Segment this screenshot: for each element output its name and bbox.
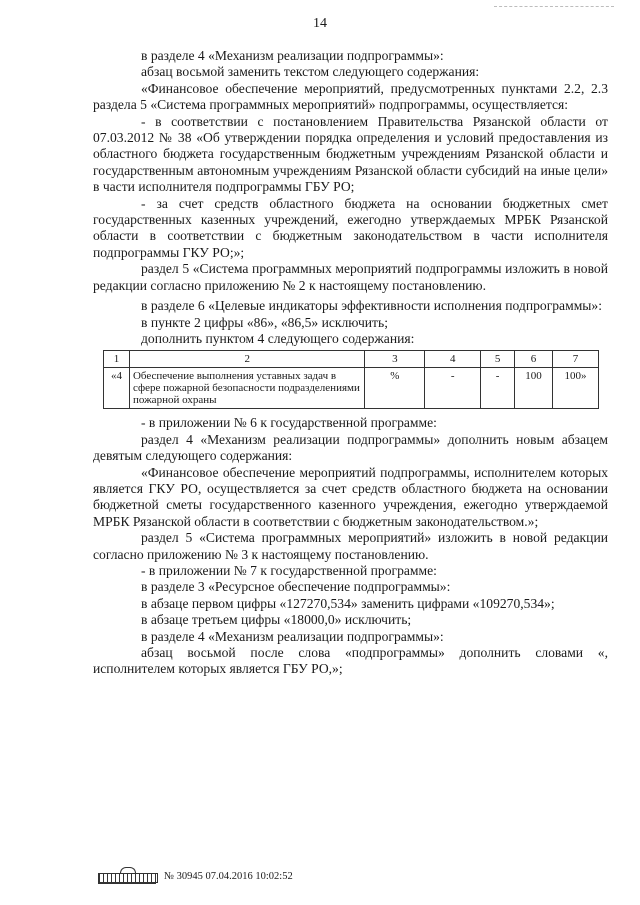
top-scan-marks bbox=[494, 6, 614, 11]
paragraph: в разделе 3 «Ресурсное обеспечение подпрограммы»: bbox=[141, 579, 451, 595]
paragraph: в разделе 4 «Механизм реализации подпрограммы»: bbox=[141, 628, 444, 644]
registration-stamp bbox=[98, 866, 518, 886]
paragraph: в пункте 2 цифры «86», «86,5» исключить; bbox=[141, 314, 388, 330]
paragraph: - в приложении № 6 к государственной программе: bbox=[141, 415, 437, 431]
paragraph: в абзаце первом цифры «127270,534» заменить цифрами «109270,534»; bbox=[141, 595, 555, 611]
stamp-text: № 30945 07.04.2016 10:02:52 bbox=[164, 870, 293, 882]
paragraph: в разделе 4 «Механизм реализации подпрограммы»: bbox=[141, 48, 444, 63]
document-body bbox=[93, 48, 608, 678]
table-header-cell: 6 bbox=[515, 351, 553, 368]
paragraph: раздел 5 «Система программных мероприятий подпрограммы изложить в новой редакции согласно приложению № 2 к настоящему постановлению. bbox=[93, 261, 608, 293]
paragraph: «Финансовое обеспечение мероприятий, предусмотренных пунктами 2.2, 2.3 раздела 5 «Система программных мероприятий» подпрограммы, осуществляется: bbox=[93, 80, 608, 113]
table-cell: 100» bbox=[553, 368, 599, 409]
table-cell: - bbox=[481, 368, 515, 409]
paragraph: - в соответствии с постановлением Правительства Рязанской области от 07.03.2012 № 38 «Об утверждении порядка определения и условий предоставления из областного бюджета государственным бюджетным учреждениям Рязанской области и государственным автономным учреждениям Рязанской области субсидий на иные цели» в части исполнителя подпрограммы ГБУ РО; bbox=[93, 113, 608, 195]
paragraph: раздел 5 «Система программных мероприятий» изложить в новой редакции согласно приложению № 3 к настоящему постановлению. bbox=[93, 530, 608, 562]
table-cell: % bbox=[365, 368, 425, 409]
table-header-cell: 4 bbox=[425, 351, 481, 368]
paragraph: абзац восьмой после слова «подпрограммы» дополнить словами «, исполнителем которых является ГБУ РО,»; bbox=[93, 645, 608, 677]
paragraph: дополнить пунктом 4 следующего содержания: bbox=[141, 330, 415, 346]
table-header-cell: 7 bbox=[553, 351, 599, 368]
table-header-cell: 2 bbox=[129, 351, 365, 368]
paragraph: в абзаце третьем цифры «18000,0» исключить; bbox=[141, 612, 412, 628]
page-number: 14 bbox=[313, 16, 327, 31]
paragraph: - в приложении № 7 к государственной программе: bbox=[141, 562, 437, 578]
table-header-cell: 5 bbox=[481, 351, 515, 368]
table-header-cell: 1 bbox=[104, 351, 130, 368]
indicator-table bbox=[103, 350, 599, 409]
paragraph: в разделе 6 «Целевые индикаторы эффективности исполнения подпрограммы»: bbox=[141, 298, 603, 314]
table-header-cell: 3 bbox=[365, 351, 425, 368]
table-cell: - bbox=[425, 368, 481, 409]
paragraph: - за счет средств областного бюджета на основании бюджетных смет государственных казенных учреждений, ежегодно утверждаемых МРБК Рязанской области в соответствии с бюджетным законодательством в части исполнителя подпрограммы ГКУ РО;»; bbox=[93, 195, 608, 260]
paragraph: абзац восьмой заменить текстом следующего содержания: bbox=[141, 64, 480, 80]
table-cell: Обеспечение выполнения уставных задач в сфере пожарной безопасности подразделениями пожарной охраны bbox=[129, 368, 365, 409]
paragraph: раздел 4 «Механизм реализации подпрограммы» дополнить новым абзацем девятым следующего содержания: bbox=[93, 431, 608, 464]
table-header-row bbox=[104, 351, 599, 368]
building-logo-icon bbox=[98, 867, 156, 885]
table-row bbox=[104, 368, 599, 409]
table-cell: 100 bbox=[515, 368, 553, 409]
paragraph: «Финансовое обеспечение мероприятий подпрограммы, исполнителем которых является ГКУ РО, осуществляется за счет средств областного бюджета на основании бюджетной сметы государственного казенного учреждения, ежегодно утверждаемой МРБК Рязанской области в соответствии с бюджетным законодательством.»; bbox=[93, 464, 608, 529]
table-cell: «4 bbox=[104, 368, 130, 409]
